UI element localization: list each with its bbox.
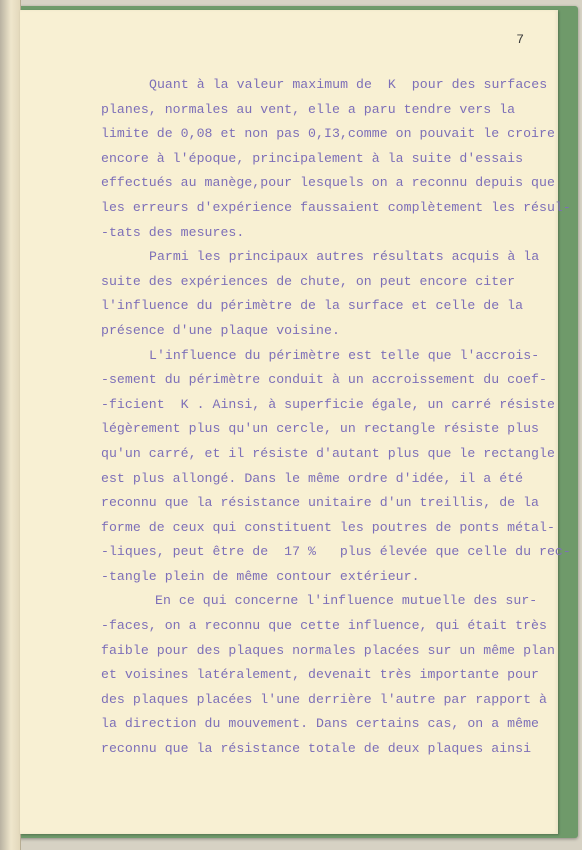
text-line: limite de 0,08 et non pas 0,I3,comme on pouvait le croire bbox=[101, 126, 555, 142]
text-line: -sement du périmètre conduit à un accroissement du coef- bbox=[101, 372, 547, 388]
text-line: reconnu que la résistance totale de deux plaques ainsi bbox=[101, 741, 532, 757]
typewritten-page bbox=[20, 10, 571, 834]
text-line: -faces, on a reconnu que cette influence, qui était très bbox=[101, 618, 547, 634]
text-line: les erreurs d'expérience faussaient complètement les résul- bbox=[101, 199, 571, 215]
text-line: Quant à la valeur maximum de K pour des surfaces bbox=[149, 77, 548, 92]
text-line: effectués au manège,pour lesquels on a reconnu depuis que bbox=[101, 175, 555, 191]
text-line: -tangle plein de même contour extérieur. bbox=[101, 568, 420, 584]
text-line: est plus allongé. Dans le même ordre d'idée, il a été bbox=[101, 470, 524, 486]
text-line: suite des expériences de chute, on peut encore citer bbox=[101, 273, 516, 289]
text-line: et voisines latéralement, devenait très importante pour bbox=[101, 667, 540, 683]
text-line: Parmi les principaux autres résultats acquis à la bbox=[149, 249, 540, 265]
text-line: présence d'une plaque voisine. bbox=[101, 322, 340, 338]
text-line: faible pour des plaques normales placées sur un même plan bbox=[101, 642, 555, 658]
page-number: 7 bbox=[516, 32, 524, 47]
text-line: qu'un carré, et il résiste d'autant plus que le rectangle bbox=[101, 445, 555, 461]
text-line: encore à l'époque, principalement à la suite d'essais bbox=[101, 150, 524, 166]
text-line: légèrement plus qu'un cercle, un rectangle résiste plus bbox=[101, 421, 540, 437]
text-line: la direction du mouvement. Dans certains cas, on a même bbox=[101, 716, 540, 732]
text-line: L'influence du périmètre est telle que l'accrois- bbox=[149, 347, 540, 363]
text-line: forme de ceux qui constituent les poutres de ponts métal- bbox=[101, 519, 555, 535]
text-line: -tats des mesures. bbox=[101, 224, 245, 240]
text-line: En ce qui concerne l'influence mutuelle des sur- bbox=[155, 593, 538, 609]
text-line: -liques, peut être de 17 % plus élevée que celle du rec- bbox=[101, 544, 571, 560]
text-line: l'influence du périmètre de la surface et celle de la bbox=[101, 298, 524, 314]
text-line: -ficient K . Ainsi, à superficie égale, un carré résiste bbox=[101, 396, 555, 412]
binding-edge bbox=[0, 0, 21, 850]
text-line: des plaques placées l'une derrière l'autre par rapport à bbox=[101, 691, 547, 707]
text-line: planes, normales au vent, elle a paru tendre vers la bbox=[101, 101, 516, 117]
page-text-body bbox=[101, 73, 571, 762]
text-line: reconnu que la résistance unitaire d'un treillis, de la bbox=[101, 495, 540, 511]
